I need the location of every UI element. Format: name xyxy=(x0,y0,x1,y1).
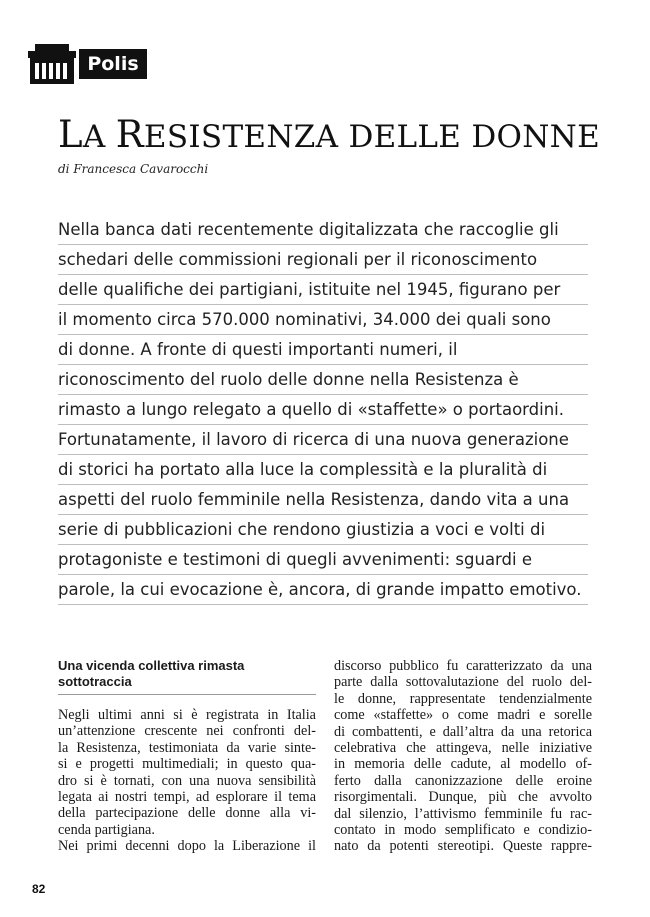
body-line: cenda partigiana. xyxy=(58,821,155,838)
body-line: le donne, rappresentate tendenzialmente xyxy=(334,690,592,707)
body-line: parte dalla sottovalutazione del ruolo del- xyxy=(334,674,592,691)
body-line: della partecipazione delle donne alla vi- xyxy=(58,805,316,822)
body-line: ferto dalla canonizzazione delle eroine xyxy=(334,772,592,789)
article-author: di Francesca Cavarocchi xyxy=(58,162,209,176)
intro-line: schedari delle commissioni regionali per il riconoscimento xyxy=(58,245,588,275)
intro-line: parole, la cui evocazione è, ancora, di grande impatto emotivo. xyxy=(58,575,588,605)
intro-line: il momento circa 570.000 nominativi, 34.000 dei quali sono xyxy=(58,305,588,335)
body-line: in memoria delle cadute, al modello of- xyxy=(334,756,592,773)
body-line: Nei primi decenni dopo la Liberazione il xyxy=(58,838,316,855)
body-line: legata ai nostri tempi, ad esplorare il tema xyxy=(58,789,316,806)
body-line: la Resistenza, testimoniata da varie sinte- xyxy=(58,739,316,756)
intro-line: Fortunatamente, il lavoro di ricerca di una nuova generazione xyxy=(58,425,588,455)
body-line: si e progetti multimediali; in questo qua- xyxy=(58,756,316,773)
body-line: come «staffette» o come madri e sorelle xyxy=(334,707,592,724)
body-line: nato da potenti stereotipi. Queste rappre- xyxy=(334,838,592,855)
intro-paragraph xyxy=(58,215,588,605)
article-title: LA RESISTENZA DELLE DONNE xyxy=(58,113,601,156)
page-number: 82 xyxy=(32,882,46,896)
body-line: risorgimentali. Dunque, più che avvolto xyxy=(334,789,592,806)
body-line: di combattenti, e dall’altra da una retorica xyxy=(334,723,592,740)
intro-line: riconoscimento del ruolo delle donne nella Resistenza è xyxy=(58,365,588,395)
intro-line: aspetti del ruolo femminile nella Resistenza, dando vita a una xyxy=(58,485,588,515)
intro-line: delle qualifiche dei partigiani, istituite nel 1945, figurano per xyxy=(58,275,588,305)
body-line: celebrativa che attingeva, nelle iniziative xyxy=(334,740,592,757)
section-heading: Una vicenda collettiva rimasta sottotraccia xyxy=(58,658,316,695)
body-line: dro si è tornati, con una nuova sensibilità xyxy=(58,772,316,789)
intro-line: protagoniste e testimoni di quegli avvenimenti: sguardi e xyxy=(58,545,588,575)
intro-line: di donne. A fronte di questi importanti numeri, il xyxy=(58,335,588,365)
body-line: Negli ultimi anni si è registrata in Italia xyxy=(58,707,316,723)
intro-line: serie di pubblicazioni che rendono giustizia a voci e volti di xyxy=(58,515,588,545)
intro-line: Nella banca dati recentemente digitalizzata che raccoglie gli xyxy=(58,215,588,245)
building-columns-icon xyxy=(28,44,76,84)
body-line: un’attenzione crescente nei confronti del- xyxy=(58,723,316,740)
body-line: discorso pubblico fu caratterizzato da una xyxy=(334,658,592,674)
intro-line: di storici ha portato alla luce la complessità e la pluralità di xyxy=(58,455,588,485)
body-column-right xyxy=(334,658,592,855)
body-column-left xyxy=(58,658,316,855)
section-label-badge: Polis xyxy=(79,49,147,79)
body-line: contato in modo semplificato e condizio- xyxy=(334,822,592,839)
body-line: dal silenzio, l’attivismo femminile fu rac- xyxy=(334,805,592,822)
intro-line: rimasto a lungo relegato a quello di «staffette» o portaordini. xyxy=(58,395,588,425)
